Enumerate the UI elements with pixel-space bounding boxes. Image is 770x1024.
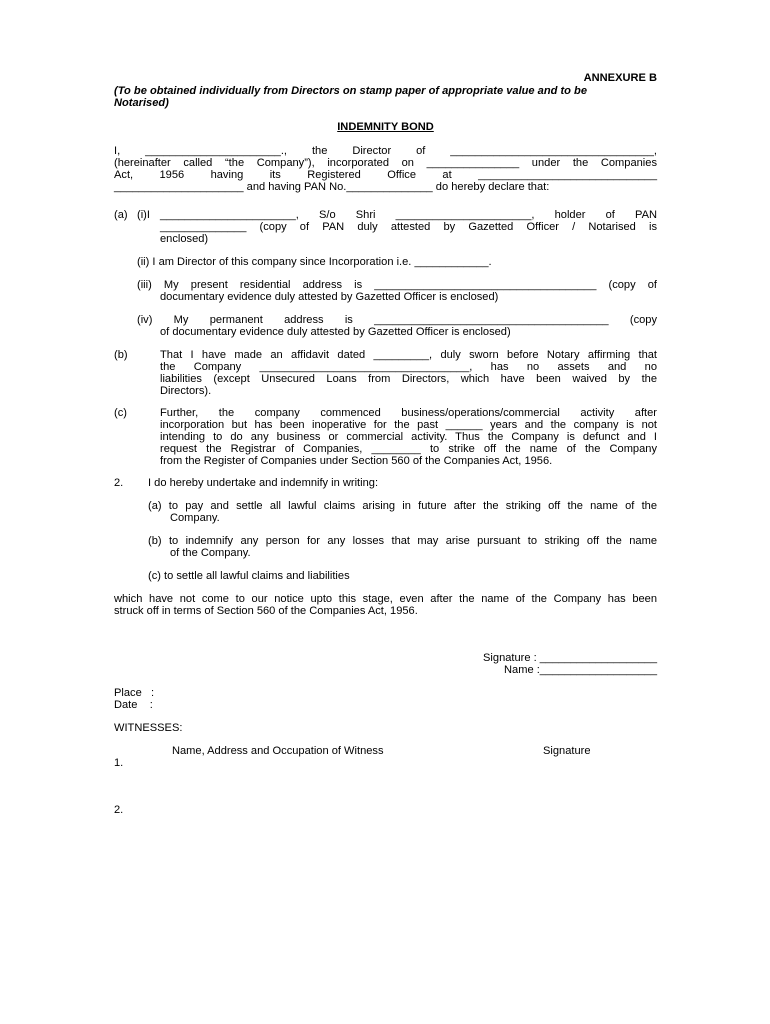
clause-line: (a) to pay and settle all lawful claims arising in future after the striking off the name of the <box>148 500 657 512</box>
closing-line: which have not come to our notice upto this stage, even after the name of the Company has been <box>114 593 657 605</box>
section-2-c: (c) to settle all lawful claims and liabilities <box>148 570 350 582</box>
clause-line: Further, the company commenced business/operations/commercial activity after <box>160 407 657 419</box>
clause-line: ______________________, S/o Shri ______________________, holder of PAN <box>160 209 657 221</box>
clause-line: enclosed) <box>160 233 209 246</box>
clause-line: Company. <box>170 512 220 525</box>
clause-line: Directors). <box>160 385 212 398</box>
date-field: Date : <box>114 699 153 711</box>
section-2-b <box>148 535 657 559</box>
intro-line: Act, 1956 having its Registered Office at _____________________________ <box>114 169 657 182</box>
clause-line: That I have made an affidavit dated _________, duly sworn before Notary affirming that <box>160 349 657 361</box>
clause-a-ii: (ii) I am Director of this company since Incorporation i.e. ____________. <box>137 256 492 268</box>
clause-line: ______________ (copy of PAN duly attested by Gazetted Officer / Notarised is <box>160 221 657 234</box>
place-field: Place : <box>114 687 155 699</box>
annexure-label: ANNEXURE B <box>583 72 657 84</box>
clause-a-i <box>160 209 657 245</box>
clause-line: the Company __________________________________, has no assets and no <box>160 361 657 374</box>
section-2-label: 2. <box>114 477 124 489</box>
clause-line: intending to do any business or commercial activity. Thus the Company is defunct and I <box>160 431 657 444</box>
witness-2-label: 2. <box>114 804 124 816</box>
clause-line: incorporation but has been inoperative for the past ______ years and the company is not <box>160 419 657 432</box>
clause-line: (b) to indemnify any person for any losses that may arise pursuant to striking off the name <box>148 535 657 547</box>
clause-line: (iii) My present residential address is ____________________________________ (copy of <box>137 279 657 291</box>
clause-b-label: (b) <box>114 349 128 361</box>
witness-1-label: 1. <box>114 757 124 769</box>
subtitle-line-1: (To be obtained individually from Directors on stamp paper of appropriate value and to be <box>114 85 587 97</box>
clause-line: of the Company. <box>170 547 251 560</box>
intro-line: I, ______________________., the Director of _________________________________, <box>114 145 657 157</box>
signature-line: Signature : ___________________ <box>483 652 657 664</box>
document-title: INDEMNITY BOND <box>337 121 434 133</box>
clause-a-iv <box>137 314 657 338</box>
subtitle-line-2: Notarised) <box>114 97 169 109</box>
witness-column-signature: Signature <box>543 745 591 757</box>
clause-b <box>160 349 657 397</box>
clause-line: documentary evidence duly attested by Gazetted Officer is enclosed) <box>160 291 499 304</box>
witness-column-name: Name, Address and Occupation of Witness <box>172 745 384 757</box>
clause-line: liabilities (except Unsecured Loans from Directors, which have been waived by the <box>160 373 657 386</box>
clause-line: (iv) My permanent address is ______________________________________ (copy <box>137 314 657 326</box>
clause-c-label: (c) <box>114 407 127 419</box>
clause-line: of documentary evidence duly attested by Gazetted Officer is enclosed) <box>160 326 511 339</box>
closing-paragraph <box>114 593 657 617</box>
closing-line: struck off in terms of Section 560 of the Companies Act, 1956. <box>114 605 418 618</box>
witnesses-heading: WITNESSES: <box>114 722 183 734</box>
name-line: Name :___________________ <box>504 664 657 676</box>
section-2-a <box>148 500 657 524</box>
clause-line: request the Registrar of Companies, ________ to strike off the name of the Company <box>160 443 657 456</box>
section-2-text: I do hereby undertake and indemnify in writing: <box>148 477 379 489</box>
clause-a-i-label: (i)I <box>137 209 150 221</box>
clause-a-iii <box>137 279 657 303</box>
intro-line: (hereinafter called “the Company”), incorporated on _______________ under the Companies <box>114 157 657 170</box>
clause-a-label: (a) <box>114 209 128 221</box>
intro-line: _____________________ and having PAN No.______________ do hereby declare that: <box>114 181 550 194</box>
clause-c <box>160 407 657 467</box>
clause-line: from the Register of Companies under Section 560 of the Companies Act, 1956. <box>160 455 553 468</box>
intro-paragraph <box>114 145 657 193</box>
